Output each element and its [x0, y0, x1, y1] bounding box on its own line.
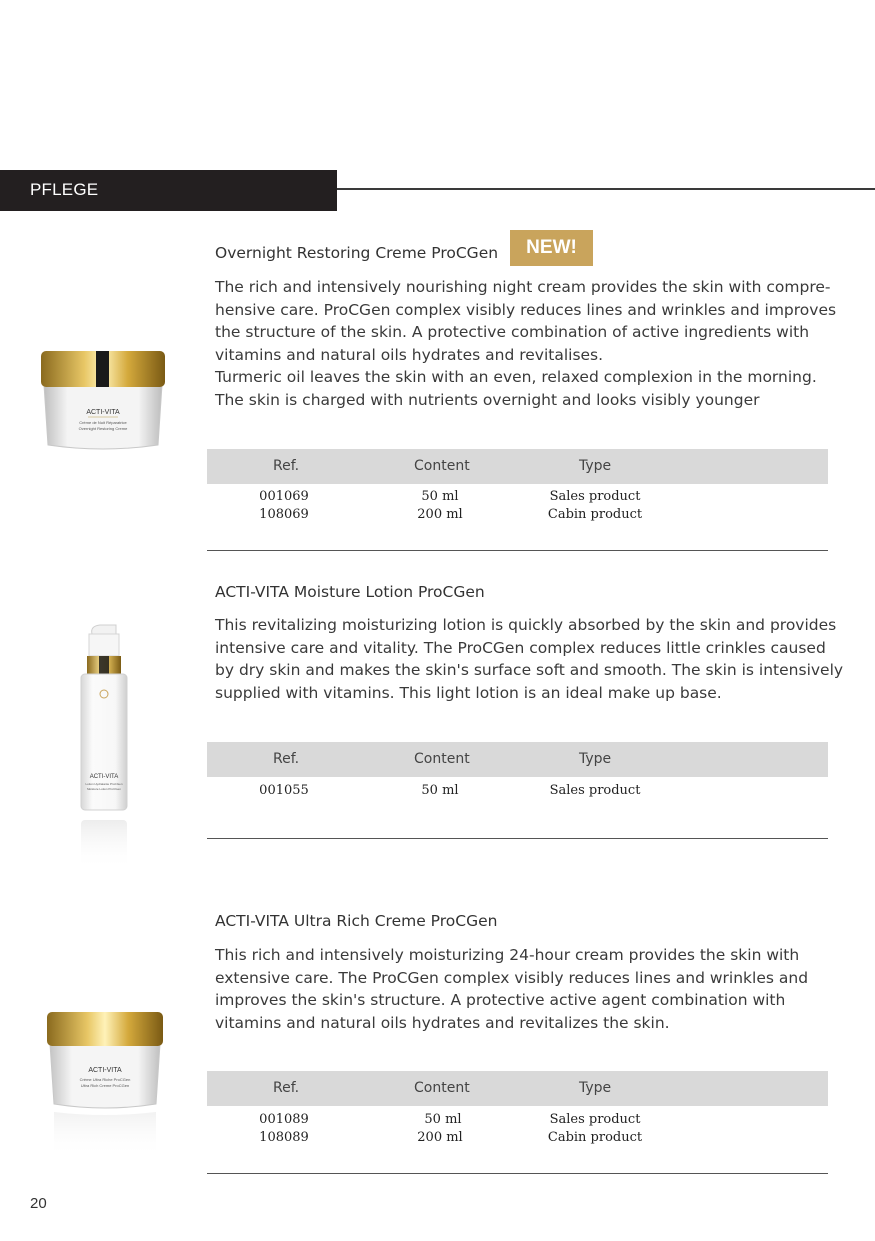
table-row: [207, 489, 828, 507]
header-type: Type: [579, 751, 612, 767]
cell-ref: 001055: [259, 783, 309, 798]
header-ref: Ref.: [273, 1080, 300, 1096]
header-ref: Ref.: [273, 458, 300, 474]
page-number: 20: [30, 1195, 47, 1212]
table-row: [207, 1130, 828, 1148]
table-row: [207, 1112, 828, 1130]
section-divider: [337, 188, 875, 190]
product-title: Overnight Restoring Creme ProCGen: [215, 244, 499, 262]
description-line: The skin is charged with nutrients overnight and looks visibly younger: [215, 390, 760, 409]
table-row: [207, 783, 828, 801]
description-line: Turmeric oil leaves the skin with an even, relaxed complexion in the morning.: [215, 368, 817, 387]
cell-ref: 108069: [259, 507, 309, 522]
image-label-line2: Ultra Rich Creme ProCGen: [80, 1083, 130, 1088]
product-image-ultra-rich-creme: [44, 1008, 166, 1163]
header-ref: Ref.: [273, 751, 300, 767]
image-label-line1: Lotion Hydratante ProCGen: [85, 782, 123, 786]
product-description: [215, 614, 844, 704]
table-header: [207, 449, 828, 484]
header-content: Content: [414, 1080, 470, 1096]
header-type: Type: [579, 458, 612, 474]
table-header: [207, 742, 828, 777]
cell-type: Cabin product: [547, 1130, 643, 1145]
cell-ref: 108089: [259, 1130, 309, 1145]
description-line: The rich and intensively nourishing night cream provides the skin with compre-: [215, 278, 831, 296]
product-description: [215, 276, 837, 412]
image-label-line1: Crème Ultra Riche ProCGen: [79, 1077, 131, 1082]
description-line: vitamins and natural oils hydrates and revitalises.: [215, 345, 604, 364]
section-title: PFLEGE: [30, 180, 99, 199]
image-label-line2: Overnight Restoring Creme: [78, 426, 128, 431]
description-line: extensive care. The ProCGen complex visibly reduces lines and wrinkles and: [215, 968, 809, 987]
image-brand-text: ACTI-VITA: [86, 409, 120, 416]
cell-content: 50 ml: [421, 489, 459, 504]
product-image-overnight-creme: [38, 345, 168, 455]
table-header: [207, 1071, 828, 1106]
product-title: ACTI-VITA Moisture Lotion ProCGen: [215, 583, 485, 601]
description-line: supplied with vitamins. This light lotion is an ideal make up base.: [215, 683, 722, 702]
image-brand-text: ACTI-VITA: [89, 774, 119, 780]
image-brand-text: ACTI-VITA: [88, 1067, 122, 1074]
table-divider: [207, 1173, 828, 1174]
cell-ref: 001089: [259, 1112, 309, 1127]
cell-type: Cabin product: [547, 507, 643, 522]
description-line: This revitalizing moisturizing lotion is quickly absorbed by the skin and provides: [215, 616, 837, 634]
header-content: Content: [414, 751, 470, 767]
cell-content: 50 ml: [421, 783, 459, 798]
header-content: Content: [414, 458, 470, 474]
description-line: This rich and intensively moisturizing 24-hour cream provides the skin with: [215, 946, 800, 964]
description-line: improves the skin's structure. A protective active agent combination with: [215, 991, 786, 1010]
header-type: Type: [579, 1080, 612, 1096]
image-label-line1: Crème de Nuit Réparatrice: [79, 420, 127, 425]
cell-type: Sales product: [549, 783, 641, 798]
cell-ref: 001069: [259, 489, 309, 504]
description-line: intensive care and vitality. The ProCGen complex reduces little crinkles caused: [215, 638, 826, 657]
table-row: [207, 507, 828, 525]
description-line: hensive care. ProCGen complex visibly reduces lines and wrinkles and improves: [215, 300, 837, 319]
cell-content: 200 ml: [417, 1130, 463, 1145]
description-line: the structure of the skin. A protective combination of active ingredients with: [215, 323, 810, 342]
image-label-line2: Moisture Lotion ProCGen: [87, 787, 121, 791]
product-description: [215, 944, 815, 1034]
table-divider: [207, 550, 828, 551]
cell-type: Sales product: [549, 1112, 641, 1127]
cell-type: Sales product: [549, 489, 641, 504]
cell-content: 200 ml: [417, 507, 463, 522]
product-image-moisture-lotion: [70, 622, 140, 882]
cell-content: 50 ml: [424, 1112, 462, 1127]
description-line: vitamins and natural oils hydrates and revitalizes the skin.: [215, 1013, 670, 1032]
table-divider: [207, 838, 828, 839]
product-title: ACTI-VITA Ultra Rich Creme ProCGen: [215, 912, 498, 930]
description-line: by dry skin and makes the skin's surface soft and smooth. The skin is intensively: [215, 661, 844, 680]
new-badge: NEW!: [510, 230, 593, 266]
